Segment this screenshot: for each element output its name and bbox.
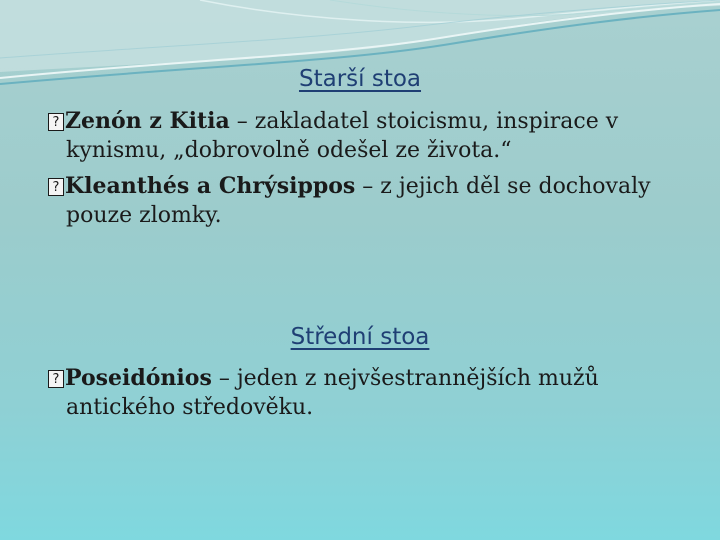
bullet-item-zenon	[48, 107, 688, 165]
bullet-line-1	[48, 364, 688, 393]
bullet-text: – zakladatel stoicismu, inspirace v	[229, 109, 619, 134]
bullet-text: – z jejich děl se dochovaly	[355, 174, 651, 199]
bullet-line-1	[48, 107, 688, 136]
bullet-line-1	[48, 172, 688, 201]
bullet-item-kleanthes	[48, 172, 688, 230]
bullet-line-2: antického středověku.	[66, 395, 314, 420]
section-heading-older-stoa	[0, 68, 720, 91]
section-heading-middle-stoa	[0, 326, 720, 349]
bullet-bold-term: Zenón z Kitia	[65, 108, 230, 134]
bullet-glyph-icon	[48, 113, 64, 131]
heading-text: Starší stoa	[298, 66, 422, 92]
bullet-bold-term: Kleanthés a Chrýsippos	[65, 173, 356, 199]
bullet-line-2: kynismu, „dobrovolně odešel ze života.“	[66, 138, 512, 163]
bullet-item-poseidonios	[48, 364, 688, 422]
bullet-bold-term: Poseidónios	[65, 365, 212, 391]
bullet-glyph-icon	[48, 178, 64, 196]
bullet-glyph-icon	[48, 370, 64, 388]
bullet-line-2: pouze zlomky.	[66, 203, 222, 228]
bullet-text: – jeden z nejvšestrannějších mužů	[211, 366, 599, 391]
heading-text: Střední stoa	[290, 324, 430, 350]
